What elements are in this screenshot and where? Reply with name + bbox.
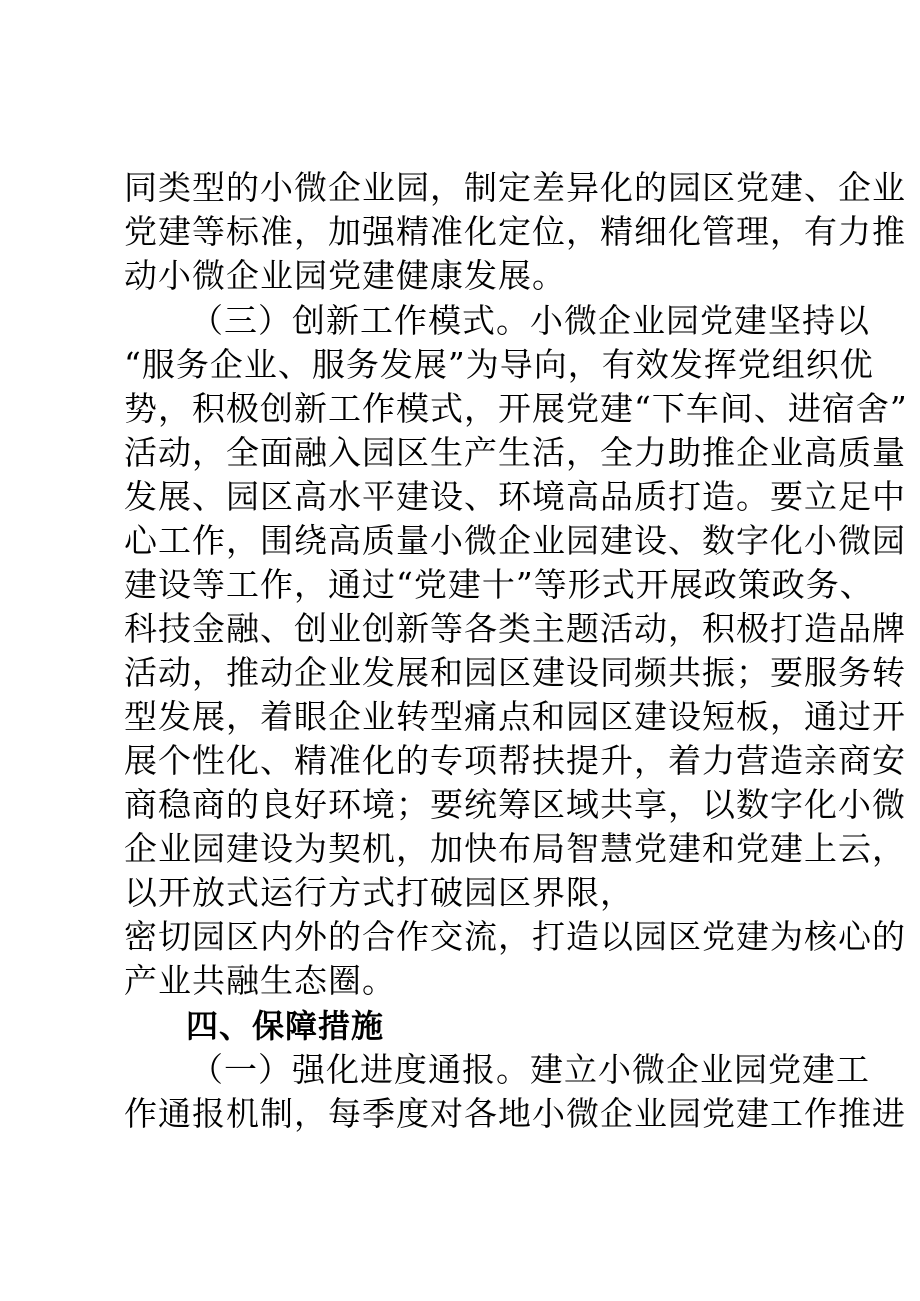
body-text-line: 产业共融生态圈。 <box>124 961 396 1000</box>
body-text-line: 作通报机制，每季度对各地小微企业园党建工作推进 <box>124 1094 906 1133</box>
body-text-line: 同类型的小微企业园，制定差异化的园区党建、企业 <box>124 168 906 207</box>
body-text-line: “服务企业、服务发展”为导向，有效发挥党组织优 <box>124 345 874 384</box>
body-text-line: 活动，全面融入园区生产生活，全力助推企业高质量 <box>124 433 906 472</box>
section-heading: 四、保障措施 <box>186 1007 385 1045</box>
body-text-line: 势，积极创新工作模式，开展党建“下车间、进宿舍” <box>124 389 908 428</box>
body-text-line: 以开放式运行方式打破园区界限， <box>124 873 634 912</box>
body-text-line: 活动，推动企业发展和园区建设同频共振；要服务转 <box>124 653 906 692</box>
body-text-line: 商稳商的良好环境；要统筹区域共享，以数字化小微 <box>124 785 906 824</box>
paragraph-start-line: （一）强化进度通报。建立小微企业园党建工 <box>190 1050 870 1089</box>
body-text-line: 展个性化、精准化的专项帮扶提升，着力营造亲商安 <box>124 741 906 780</box>
body-text-line: 建设等工作，通过“党建十”等形式开展政策政务、 <box>124 565 874 604</box>
body-text-line: 密切园区内外的合作交流，打造以园区党建为核心的 <box>124 917 906 956</box>
body-text-line: 党建等标准，加强精准化定位，精细化管理，有力推 <box>124 212 906 251</box>
body-text-line: 科技金融、创业创新等各类主题活动，积极打造品牌 <box>124 609 906 648</box>
body-text-line: 心工作，围绕高质量小微企业园建设、数字化小微园 <box>124 521 906 560</box>
body-text-line: 型发展，着眼企业转型痛点和园区建设短板，通过开 <box>124 697 906 736</box>
body-text-line: 企业园建设为契机，加快布局智慧党建和党建上云， <box>124 829 906 868</box>
body-text-line: 动小微企业园党建健康发展。 <box>124 256 566 295</box>
paragraph-start-line: （三）创新工作模式。小微企业园党建坚持以 <box>190 301 870 340</box>
body-text-line: 发展、园区高水平建设、环境高品质打造。要立足中 <box>124 477 906 516</box>
